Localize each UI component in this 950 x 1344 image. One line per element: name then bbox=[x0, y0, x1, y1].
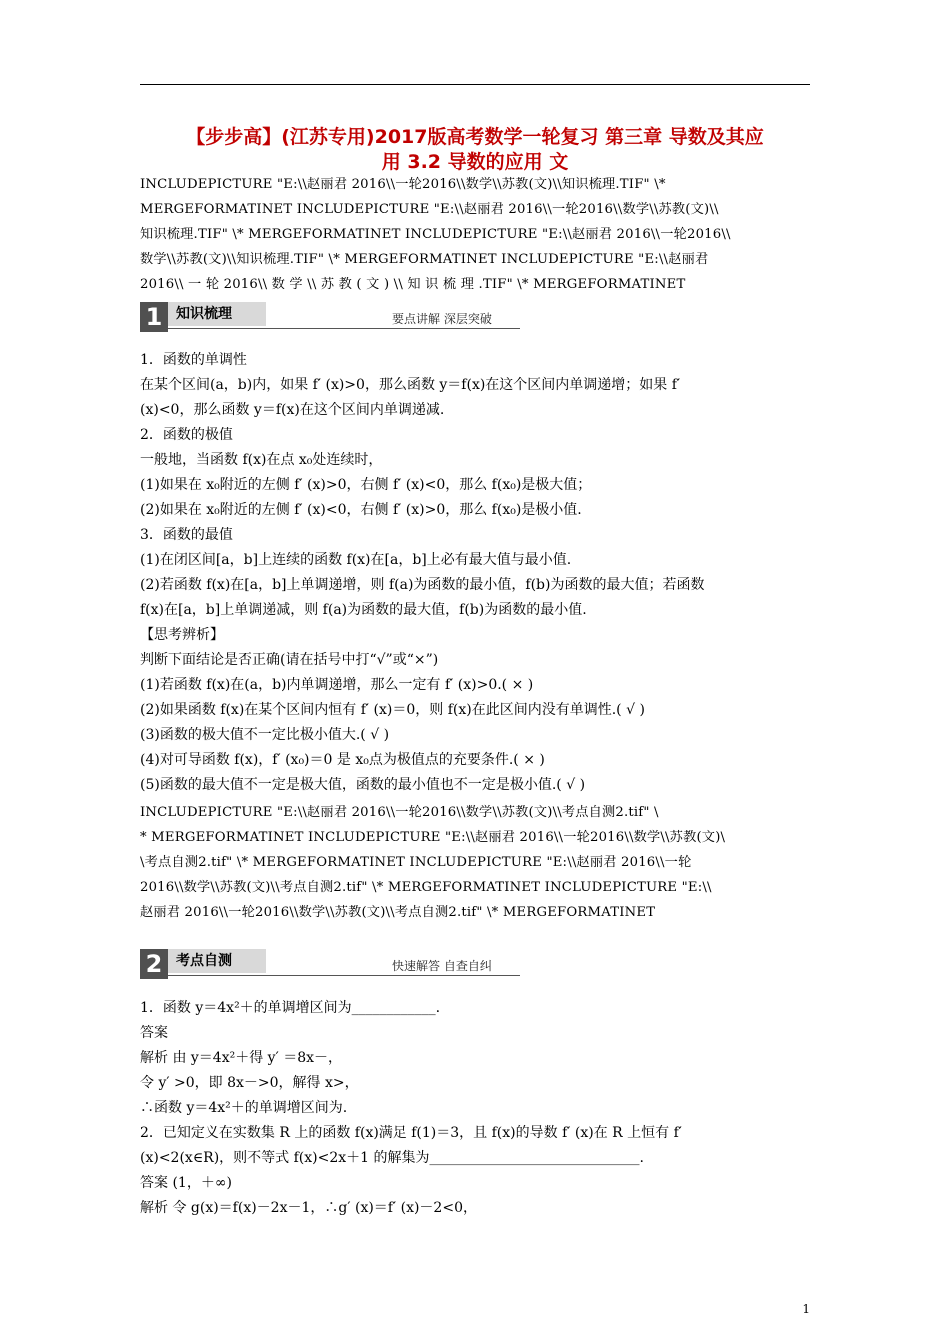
page-number: 1 bbox=[802, 1302, 810, 1316]
section-subtitle: 要点讲解 深层突破 bbox=[392, 312, 492, 326]
text-line: (1)若函数 f(x)在(a，b)内单调递增，那么一定有 f′ (x)>0.( × ) bbox=[140, 677, 534, 693]
knowledge-content bbox=[140, 348, 815, 798]
field-code-line: 2016\\ 一 轮 2016\\ 数 学 \\ 苏 教 ( 文 ) \\ 知 识 梳 理 .TIF" \* MERGEFORMATINET bbox=[140, 277, 686, 292]
text-line: (1)在闭区间[a，b]上连续的函数 f(x)在[a，b]上必有最大值与最小值. bbox=[140, 552, 572, 568]
title-line-1: 【步步高】(江苏专用)2017版高考数学一轮复习 第三章 导数及其应 bbox=[186, 126, 764, 148]
text-line: 判断下面结论是否正确(请在括号中打“√”或“×”) bbox=[140, 652, 439, 668]
field-code-line: 数学\\苏教(文)\\知识梳理.TIF" \* MERGEFORMATINET INCLUDEPICTURE "E:\\赵丽君 bbox=[140, 252, 709, 267]
text-line: 解析 由 y＝4x²＋得 y′ ＝8x－， bbox=[140, 1050, 343, 1066]
section-number: 2 bbox=[140, 949, 168, 979]
document-title bbox=[140, 125, 810, 175]
field-code-line: \考点自测2.tif" \* MERGEFORMATINET INCLUDEPICTURE "E:\\赵丽君 2016\\一轮 bbox=[140, 855, 692, 870]
text-line: 2．已知定义在实数集 R 上的函数 f(x)满足 f(1)＝3，且 f(x)的导数 f′ (x)在 R 上恒有 f′ bbox=[140, 1125, 682, 1141]
section-label: 知识梳理 bbox=[168, 302, 266, 326]
field-code-line: INCLUDEPICTURE "E:\\赵丽君 2016\\一轮2016\\数学\\苏教(文)\\考点自测2.tif" \ bbox=[140, 805, 659, 820]
include-field-block-1 bbox=[140, 172, 810, 297]
field-code-line: MERGEFORMATINET INCLUDEPICTURE "E:\\赵丽君 2016\\一轮2016\\数学\\苏教(文)\\ bbox=[140, 202, 719, 217]
test-content bbox=[140, 996, 815, 1221]
text-line: 令 y′ >0，即 8x－>0，解得 x>， bbox=[140, 1075, 359, 1091]
text-line: 【思考辨析】 bbox=[140, 627, 224, 643]
section-rule bbox=[168, 975, 520, 976]
field-code-line: 赵丽君 2016\\一轮2016\\数学\\苏教(文)\\考点自测2.tif" \* MERGEFORMATINET bbox=[140, 905, 656, 920]
text-line: 解析 令 g(x)＝f(x)－2x－1，∴g′ (x)＝f′ (x)－2<0， bbox=[140, 1200, 477, 1216]
text-line: (2)如果函数 f(x)在某个区间内恒有 f′ (x)＝0，则 f(x)在此区间内没有单调性.( √ ) bbox=[140, 702, 645, 718]
text-line: (x)<2(x∈R)，则不等式 f(x)<2x＋1 的解集为______________________________. bbox=[140, 1150, 644, 1166]
section-subtitle: 快速解答 自查自纠 bbox=[392, 959, 492, 973]
text-line: ∴函数 y＝4x²＋的单调增区间为. bbox=[140, 1100, 348, 1116]
header-rule bbox=[140, 84, 810, 85]
text-line: 答案 (1，＋∞) bbox=[140, 1175, 232, 1191]
section-number: 1 bbox=[140, 302, 168, 332]
field-code-line: 知识梳理.TIF" \* MERGEFORMATINET INCLUDEPICTURE "E:\\赵丽君 2016\\一轮2016\\ bbox=[140, 227, 731, 242]
text-line: f(x)在[a，b]上单调递减，则 f(a)为函数的最大值，f(b)为函数的最小值. bbox=[140, 602, 587, 618]
text-line: (3)函数的极大值不一定比极小值大.( √ ) bbox=[140, 727, 390, 743]
section-banner-test bbox=[140, 949, 520, 979]
text-line: 1．函数 y＝4x²＋的单调增区间为____________. bbox=[140, 1000, 441, 1016]
text-line: 答案 bbox=[140, 1025, 168, 1041]
text-line: 3．函数的最值 bbox=[140, 527, 233, 543]
section-banner-knowledge bbox=[140, 302, 520, 332]
text-line: (5)函数的最大值不一定是极大值，函数的最小值也不一定是极小值.( √ ) bbox=[140, 777, 586, 793]
text-line: (1)如果在 x₀附近的左侧 f′ (x)>0，右侧 f′ (x)<0，那么 f(x₀)是极大值； bbox=[140, 477, 592, 493]
section-label: 考点自测 bbox=[168, 949, 266, 973]
field-code-line: * MERGEFORMATINET INCLUDEPICTURE "E:\\赵丽君 2016\\一轮2016\\数学\\苏教(文)\ bbox=[140, 830, 726, 845]
text-line: (4)对可导函数 f(x)，f′ (x₀)＝0 是 x₀点为极值点的充要条件.( × ) bbox=[140, 752, 545, 768]
section-rule bbox=[168, 328, 520, 329]
include-field-block-2 bbox=[140, 800, 810, 925]
text-line: 1．函数的单调性 bbox=[140, 352, 247, 368]
text-line: (x)<0，那么函数 y＝f(x)在这个区间内单调递减. bbox=[140, 402, 445, 418]
text-line: (2)若函数 f(x)在[a，b]上单调递增，则 f(a)为函数的最小值，f(b)为函数的最大值；若函数 bbox=[140, 577, 705, 593]
field-code-line: 2016\\数学\\苏教(文)\\考点自测2.tif" \* MERGEFORMATINET INCLUDEPICTURE "E:\\ bbox=[140, 880, 712, 895]
text-line: 一般地，当函数 f(x)在点 x₀处连续时， bbox=[140, 452, 383, 468]
text-line: (2)如果在 x₀附近的左侧 f′ (x)<0，右侧 f′ (x)>0，那么 f(x₀)是极小值. bbox=[140, 502, 582, 518]
title-line-2: 用 3.2 导数的应用 文 bbox=[381, 151, 569, 173]
text-line: 在某个区间(a，b)内，如果 f′ (x)>0，那么函数 y＝f(x)在这个区间内单调递增；如果 f′ bbox=[140, 377, 681, 393]
field-code-line: INCLUDEPICTURE "E:\\赵丽君 2016\\一轮2016\\数学\\苏教(文)\\知识梳理.TIF" \* bbox=[140, 177, 666, 192]
text-line: 2．函数的极值 bbox=[140, 427, 233, 443]
